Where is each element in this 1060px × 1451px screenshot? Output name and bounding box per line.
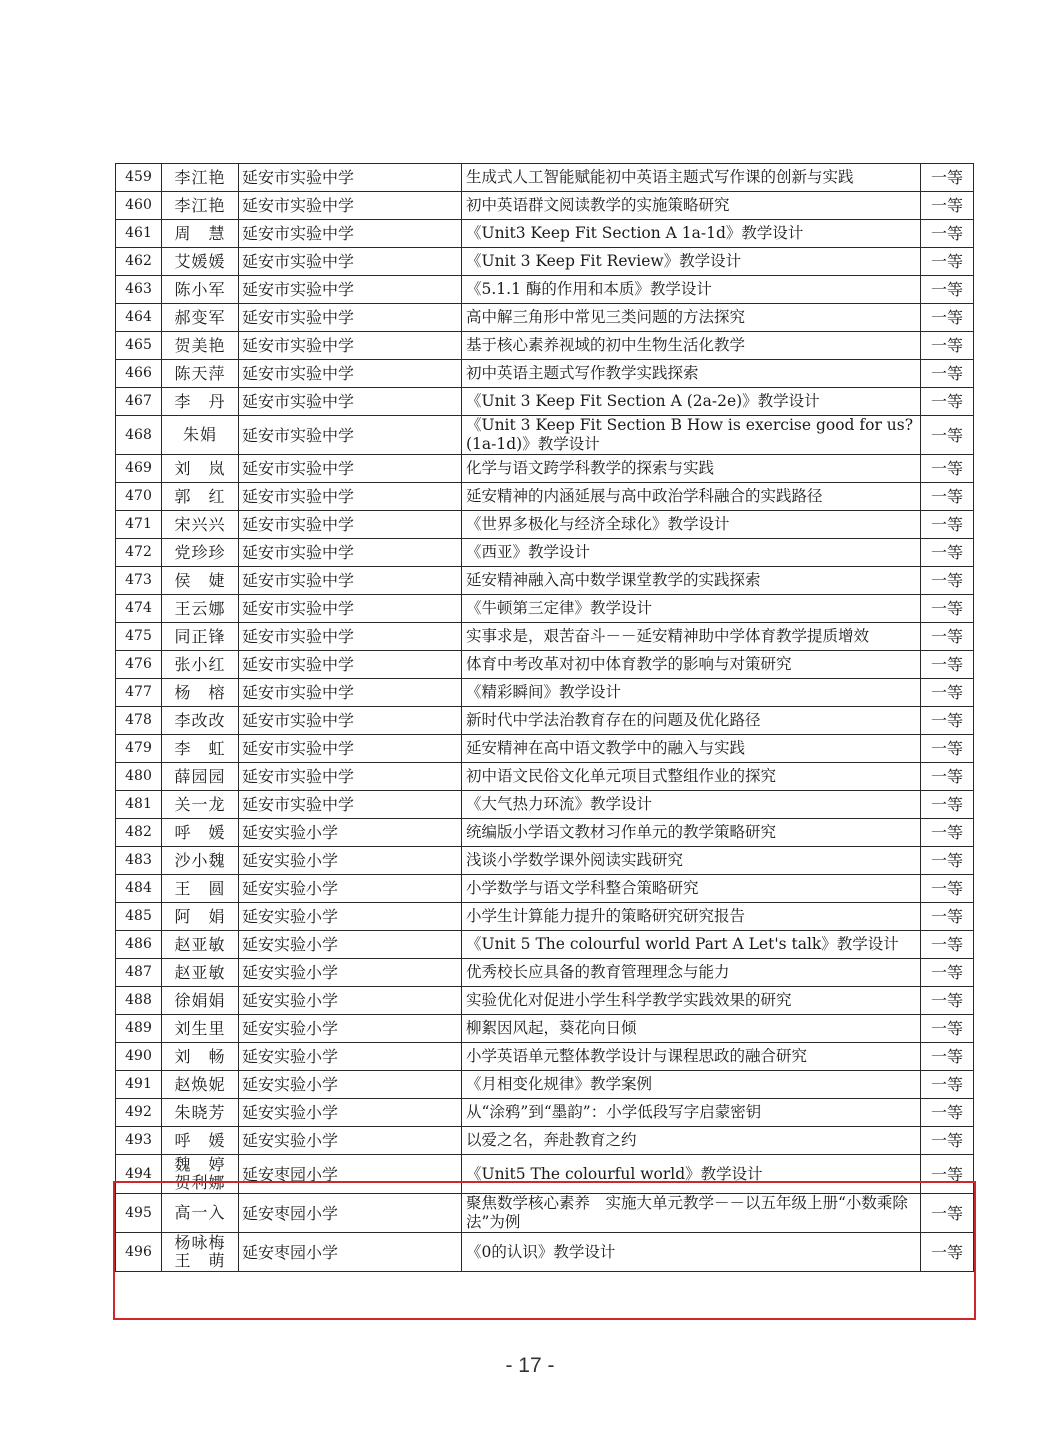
work-title: 实验优化对促进小学生科学教学实践效果的研究: [462, 987, 921, 1015]
school-name: 延安市实验中学: [239, 332, 462, 360]
author-names: [162, 332, 239, 360]
table-row: [116, 276, 974, 304]
author-name: 陈小军: [174, 279, 226, 299]
school-name: 延安市实验中学: [239, 567, 462, 595]
author-names: [162, 1194, 239, 1233]
school-name: 延安实验小学: [239, 903, 462, 931]
author-names: [162, 847, 239, 875]
row-number: 471: [116, 511, 162, 539]
author-names: [162, 304, 239, 332]
work-title: 新时代中学法治教育存在的问题及优化路径: [462, 707, 921, 735]
school-name: 延安实验小学: [239, 847, 462, 875]
work-title: 初中英语群文阅读教学的实施策略研究: [462, 192, 921, 220]
award-grade: 一等: [921, 651, 974, 679]
school-name: 延安市实验中学: [239, 483, 462, 511]
table-row: [116, 1127, 974, 1155]
award-grade: 一等: [921, 931, 974, 959]
author-name: 李江艳: [174, 195, 226, 215]
award-grade: 一等: [921, 735, 974, 763]
work-title: 浅谈小学数学课外阅读实践研究: [462, 847, 921, 875]
table-row: [116, 567, 974, 595]
table-row: [116, 1233, 974, 1272]
award-grade: 一等: [921, 1233, 974, 1272]
author-names: [162, 388, 239, 416]
author-names: [162, 511, 239, 539]
author-names: [162, 360, 239, 388]
award-grade: 一等: [921, 388, 974, 416]
row-number: 492: [116, 1099, 162, 1127]
table-row: [116, 651, 974, 679]
school-name: 延安实验小学: [239, 819, 462, 847]
author-names: [162, 1233, 239, 1272]
author-name: 魏 婷: [174, 1155, 226, 1174]
table-row: [116, 875, 974, 903]
row-number: 484: [116, 875, 162, 903]
award-grade: 一等: [921, 959, 974, 987]
award-grade: 一等: [921, 276, 974, 304]
row-number: 494: [116, 1155, 162, 1194]
school-name: 延安枣园小学: [239, 1233, 462, 1272]
school-name: 延安实验小学: [239, 875, 462, 903]
work-title: 初中语文民俗文化单元项目式整组作业的探究: [462, 763, 921, 791]
award-grade: 一等: [921, 1194, 974, 1233]
award-grade: 一等: [921, 875, 974, 903]
award-grade: 一等: [921, 1127, 974, 1155]
row-number: 483: [116, 847, 162, 875]
table-row: [116, 1194, 974, 1233]
table-row: [116, 1043, 974, 1071]
work-title: 《Unit 3 Keep Fit Section B How is exercise good for us?(1a-1d)》教学设计: [462, 416, 921, 455]
author-names: [162, 220, 239, 248]
school-name: 延安枣园小学: [239, 1155, 462, 1194]
author-name: 李江艳: [174, 167, 226, 187]
author-names: [162, 248, 239, 276]
row-number: 493: [116, 1127, 162, 1155]
award-table: [115, 163, 974, 1272]
award-grade: 一等: [921, 192, 974, 220]
author-name: 艾媛媛: [174, 251, 226, 271]
row-number: 482: [116, 819, 162, 847]
award-grade: 一等: [921, 455, 974, 483]
author-name: 党珍珍: [174, 542, 226, 562]
row-number: 486: [116, 931, 162, 959]
school-name: 延安实验小学: [239, 1099, 462, 1127]
school-name: 延安市实验中学: [239, 651, 462, 679]
award-grade: 一等: [921, 595, 974, 623]
author-names: [162, 623, 239, 651]
author-name: 朱娟: [182, 425, 217, 444]
row-number: 462: [116, 248, 162, 276]
table-row: [116, 595, 974, 623]
work-title: 从“涂鸦”到“墨韵”：小学低段写字启蒙密钥: [462, 1099, 921, 1127]
work-title: 柳絮因风起，葵花向日倾: [462, 1015, 921, 1043]
table-row: [116, 987, 974, 1015]
author-names: [162, 1099, 239, 1127]
table-row: [116, 388, 974, 416]
row-number: 487: [116, 959, 162, 987]
award-grade: 一等: [921, 987, 974, 1015]
row-number: 467: [116, 388, 162, 416]
table-row: [116, 220, 974, 248]
author-name: 李改改: [174, 710, 226, 730]
award-grade: 一等: [921, 416, 974, 455]
author-name: 朱晓芳: [174, 1102, 226, 1122]
row-number: 459: [116, 164, 162, 192]
work-title: 小学数学与语文学科整合策略研究: [462, 875, 921, 903]
author-name: 周 慧: [174, 223, 226, 243]
author-name: 郝变军: [174, 307, 226, 327]
author-name: 王 萌: [174, 1251, 226, 1270]
row-number: 469: [116, 455, 162, 483]
author-names: [162, 903, 239, 931]
table-row: [116, 416, 974, 455]
school-name: 延安市实验中学: [239, 455, 462, 483]
school-name: 延安实验小学: [239, 931, 462, 959]
table-row: [116, 511, 974, 539]
author-names: [162, 164, 239, 192]
author-name: 沙小魏: [174, 850, 226, 870]
award-grade: 一等: [921, 1071, 974, 1099]
work-title: 体育中考改革对初中体育教学的影响与对策研究: [462, 651, 921, 679]
author-name: 刘 畅: [174, 1046, 226, 1066]
author-name: 张小红: [174, 654, 226, 674]
award-grade: 一等: [921, 483, 974, 511]
award-grade: 一等: [921, 847, 974, 875]
author-name: 徐娟娟: [174, 990, 226, 1010]
row-number: 477: [116, 679, 162, 707]
table-row: [116, 791, 974, 819]
table-row: [116, 1099, 974, 1127]
author-names: [162, 1127, 239, 1155]
author-name: 同正锋: [174, 626, 226, 646]
row-number: 491: [116, 1071, 162, 1099]
table-row: [116, 903, 974, 931]
table-row: [116, 1015, 974, 1043]
author-name: 关一龙: [174, 794, 226, 814]
award-grade: 一等: [921, 623, 974, 651]
author-names: [162, 959, 239, 987]
table-row: [116, 1071, 974, 1099]
school-name: 延安市实验中学: [239, 416, 462, 455]
author-names: [162, 819, 239, 847]
author-name: 赵亚敏: [174, 962, 226, 982]
school-name: 延安市实验中学: [239, 388, 462, 416]
school-name: 延安市实验中学: [239, 763, 462, 791]
work-title: 《世界多极化与经济全球化》教学设计: [462, 511, 921, 539]
table-row: [116, 1155, 974, 1194]
school-name: 延安市实验中学: [239, 735, 462, 763]
author-name: 贺美艳: [174, 335, 226, 355]
work-title: 《牛顿第三定律》教学设计: [462, 595, 921, 623]
award-grade: 一等: [921, 304, 974, 332]
award-grade: 一等: [921, 791, 974, 819]
author-names: [162, 679, 239, 707]
school-name: 延安市实验中学: [239, 595, 462, 623]
work-title: 《精彩瞬间》教学设计: [462, 679, 921, 707]
author-name: 阿 娟: [174, 906, 226, 926]
row-number: 485: [116, 903, 162, 931]
row-number: 478: [116, 707, 162, 735]
school-name: 延安实验小学: [239, 1015, 462, 1043]
award-grade: 一等: [921, 539, 974, 567]
row-number: 470: [116, 483, 162, 511]
work-title: 高中解三角形中常见三类问题的方法探究: [462, 304, 921, 332]
work-title: 延安精神融入高中数学课堂教学的实践探索: [462, 567, 921, 595]
school-name: 延安市实验中学: [239, 220, 462, 248]
table-row: [116, 707, 974, 735]
row-number: 479: [116, 735, 162, 763]
row-number: 473: [116, 567, 162, 595]
school-name: 延安实验小学: [239, 1071, 462, 1099]
award-grade: 一等: [921, 707, 974, 735]
author-name: 陈天萍: [174, 363, 226, 383]
row-number: 474: [116, 595, 162, 623]
author-names: [162, 1015, 239, 1043]
school-name: 延安市实验中学: [239, 164, 462, 192]
table-row: [116, 763, 974, 791]
row-number: 489: [116, 1015, 162, 1043]
author-names: [162, 1155, 239, 1194]
author-names: [162, 416, 239, 455]
work-title: 实事求是，艰苦奋斗－－延安精神助中学体育教学提质增效: [462, 623, 921, 651]
author-name: 薛园园: [174, 766, 226, 786]
author-names: [162, 455, 239, 483]
table-row: [116, 455, 974, 483]
award-grade: 一等: [921, 1015, 974, 1043]
school-name: 延安实验小学: [239, 1043, 462, 1071]
work-title: 《Unit3 Keep Fit Section A 1a-1d》教学设计: [462, 220, 921, 248]
award-grade: 一等: [921, 1155, 974, 1194]
work-title: 《大气热力环流》教学设计: [462, 791, 921, 819]
award-grade: 一等: [921, 567, 974, 595]
table-row: [116, 539, 974, 567]
school-name: 延安市实验中学: [239, 707, 462, 735]
author-name: 贺利娜: [174, 1173, 226, 1192]
row-number: 463: [116, 276, 162, 304]
table-row: [116, 735, 974, 763]
row-number: 468: [116, 416, 162, 455]
table-row: [116, 164, 974, 192]
author-name: 高一入: [174, 1203, 226, 1222]
author-names: [162, 276, 239, 304]
page-number: - 17 -: [505, 1354, 555, 1377]
work-title: 《0的认识》教学设计: [462, 1233, 921, 1272]
work-title: 《月相变化规律》教学案例: [462, 1071, 921, 1099]
author-names: [162, 539, 239, 567]
table-row: [116, 304, 974, 332]
work-title: 《5.1.1 酶的作用和本质》教学设计: [462, 276, 921, 304]
work-title: 《Unit5 The colourful world》教学设计: [462, 1155, 921, 1194]
author-names: [162, 875, 239, 903]
row-number: 476: [116, 651, 162, 679]
author-name: 呼 媛: [174, 822, 226, 842]
author-names: [162, 1043, 239, 1071]
award-rows: [116, 164, 974, 1272]
work-title: 《Unit 3 Keep Fit Review》教学设计: [462, 248, 921, 276]
author-name: 宋兴兴: [174, 514, 226, 534]
work-title: 聚焦数学核心素养 实施大单元教学－－以五年级上册“小数乘除法”为例: [462, 1194, 921, 1233]
work-title: 延安精神在高中语文教学中的融入与实践: [462, 735, 921, 763]
author-names: [162, 931, 239, 959]
table-row: [116, 248, 974, 276]
school-name: 延安市实验中学: [239, 360, 462, 388]
award-grade: 一等: [921, 332, 974, 360]
row-number: 466: [116, 360, 162, 388]
author-names: [162, 1071, 239, 1099]
author-names: [162, 987, 239, 1015]
row-number: 465: [116, 332, 162, 360]
award-grade: 一等: [921, 1043, 974, 1071]
author-names: [162, 763, 239, 791]
work-title: 《Unit 3 Keep Fit Section A (2a-2e)》教学设计: [462, 388, 921, 416]
row-number: 460: [116, 192, 162, 220]
award-grade: 一等: [921, 360, 974, 388]
row-number: 461: [116, 220, 162, 248]
school-name: 延安市实验中学: [239, 511, 462, 539]
award-grade: 一等: [921, 819, 974, 847]
row-number: 475: [116, 623, 162, 651]
award-grade: 一等: [921, 679, 974, 707]
award-grade: 一等: [921, 511, 974, 539]
school-name: 延安实验小学: [239, 959, 462, 987]
award-grade: 一等: [921, 164, 974, 192]
row-number: 480: [116, 763, 162, 791]
author-names: [162, 567, 239, 595]
row-number: 490: [116, 1043, 162, 1071]
table-row: [116, 959, 974, 987]
row-number: 495: [116, 1194, 162, 1233]
author-names: [162, 595, 239, 623]
work-title: 基于核心素养视域的初中生物生活化教学: [462, 332, 921, 360]
author-names: [162, 483, 239, 511]
work-title: 以爱之名，奔赴教育之约: [462, 1127, 921, 1155]
row-number: 464: [116, 304, 162, 332]
author-names: [162, 791, 239, 819]
author-name: 李 虹: [174, 738, 226, 758]
school-name: 延安枣园小学: [239, 1194, 462, 1233]
award-grade: 一等: [921, 903, 974, 931]
work-title: 延安精神的内涵延展与高中政治学科融合的实践路径: [462, 483, 921, 511]
row-number: 472: [116, 539, 162, 567]
work-title: 初中英语主题式写作教学实践探索: [462, 360, 921, 388]
row-number: 488: [116, 987, 162, 1015]
award-grade: 一等: [921, 1099, 974, 1127]
row-number: 496: [116, 1233, 162, 1272]
table-row: [116, 819, 974, 847]
work-title: 小学生计算能力提升的策略研究研究报告: [462, 903, 921, 931]
school-name: 延安市实验中学: [239, 248, 462, 276]
author-name: 杨 榕: [174, 682, 226, 702]
table-row: [116, 931, 974, 959]
table-row: [116, 623, 974, 651]
author-name: 李 丹: [174, 391, 226, 411]
table-row: [116, 360, 974, 388]
author-name: 杨咏梅: [174, 1233, 226, 1252]
author-name: 呼 媛: [174, 1130, 226, 1150]
award-grade: 一等: [921, 248, 974, 276]
work-title: 优秀校长应具备的教育管理理念与能力: [462, 959, 921, 987]
school-name: 延安市实验中学: [239, 679, 462, 707]
author-name: 王云娜: [174, 598, 226, 618]
school-name: 延安实验小学: [239, 1127, 462, 1155]
table-row: [116, 679, 974, 707]
work-title: 《Unit 5 The colourful world Part A Let's talk》教学设计: [462, 931, 921, 959]
award-grade: 一等: [921, 220, 974, 248]
school-name: 延安市实验中学: [239, 192, 462, 220]
author-name: 王 圆: [174, 878, 226, 898]
school-name: 延安市实验中学: [239, 539, 462, 567]
author-names: [162, 651, 239, 679]
table-row: [116, 192, 974, 220]
author-name: 赵焕妮: [174, 1074, 226, 1094]
author-name: 刘 岚: [174, 458, 226, 478]
award-grade: 一等: [921, 763, 974, 791]
table-row: [116, 332, 974, 360]
work-title: 《西亚》教学设计: [462, 539, 921, 567]
work-title: 化学与语文跨学科教学的探索与实践: [462, 455, 921, 483]
school-name: 延安市实验中学: [239, 623, 462, 651]
school-name: 延安市实验中学: [239, 304, 462, 332]
work-title: 小学英语单元整体教学设计与课程思政的融合研究: [462, 1043, 921, 1071]
row-number: 481: [116, 791, 162, 819]
work-title: 统编版小学语文教材习作单元的教学策略研究: [462, 819, 921, 847]
work-title: 生成式人工智能赋能初中英语主题式写作课的创新与实践: [462, 164, 921, 192]
author-names: [162, 192, 239, 220]
school-name: 延安市实验中学: [239, 791, 462, 819]
author-name: 赵亚敏: [174, 934, 226, 954]
author-name: 侯 婕: [174, 570, 226, 590]
table-row: [116, 847, 974, 875]
school-name: 延安市实验中学: [239, 276, 462, 304]
school-name: 延安实验小学: [239, 987, 462, 1015]
table-row: [116, 483, 974, 511]
author-names: [162, 707, 239, 735]
author-name: 郭 红: [174, 486, 226, 506]
author-names: [162, 735, 239, 763]
author-name: 刘生里: [174, 1018, 226, 1038]
